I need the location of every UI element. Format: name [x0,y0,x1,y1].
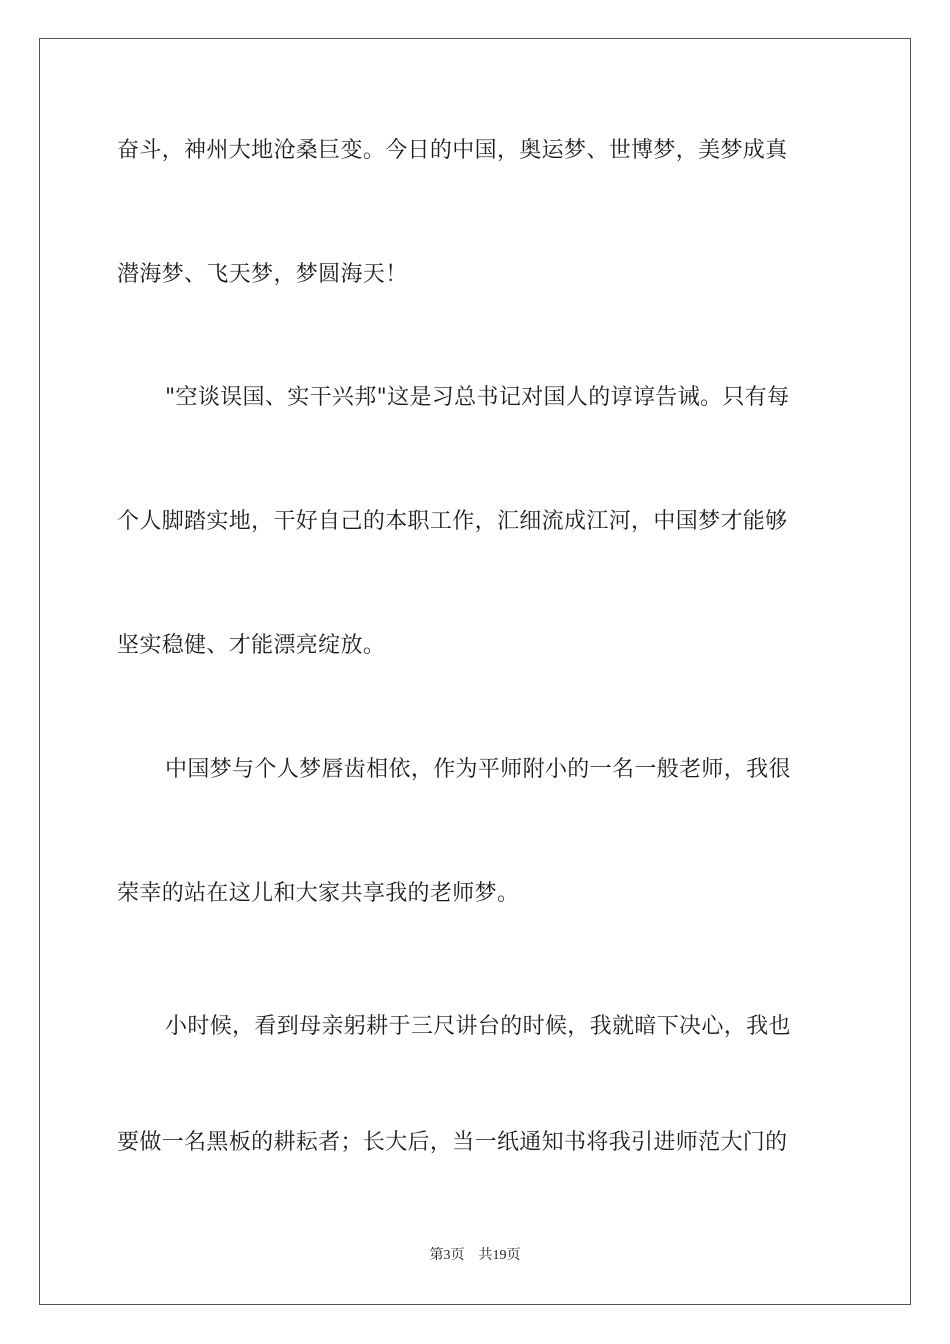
text-line-7: 荣幸的站在这儿和大家共享我的老师梦。 [117,881,520,906]
page-frame [39,38,911,1305]
text-line-9: 要做一名黑板的耕耘者；长大后，当一纸通知书将我引进师范大门的 [117,1130,788,1155]
page-footer [0,1244,950,1264]
text-line-8: 小时候，看到母亲躬耕于三尺讲台的时候，我就暗下决心，我也 [165,1014,791,1039]
text-line-4: 个人脚踏实地，干好自己的本职工作，汇细流成江河，中国梦才能够 [117,509,788,534]
text-line-2: 潜海梦、飞天梦，梦圆海天！ [117,262,408,287]
page-total: 共19页 [478,1248,521,1263]
page-number: 第3页 [429,1248,465,1263]
text-line-5: 坚实稳健、才能漂亮绽放。 [117,633,386,658]
text-line-3: "空谈误国、实干兴邦"这是习总书记对国人的谆谆告诫。只有每 [165,385,790,410]
text-line-1: 奋斗，神州大地沧桑巨变。今日的中国，奥运梦、世博梦，美梦成真 [117,138,788,163]
text-line-6: 中国梦与个人梦唇齿相依，作为平师附小的一名一般老师，我很 [165,757,791,782]
